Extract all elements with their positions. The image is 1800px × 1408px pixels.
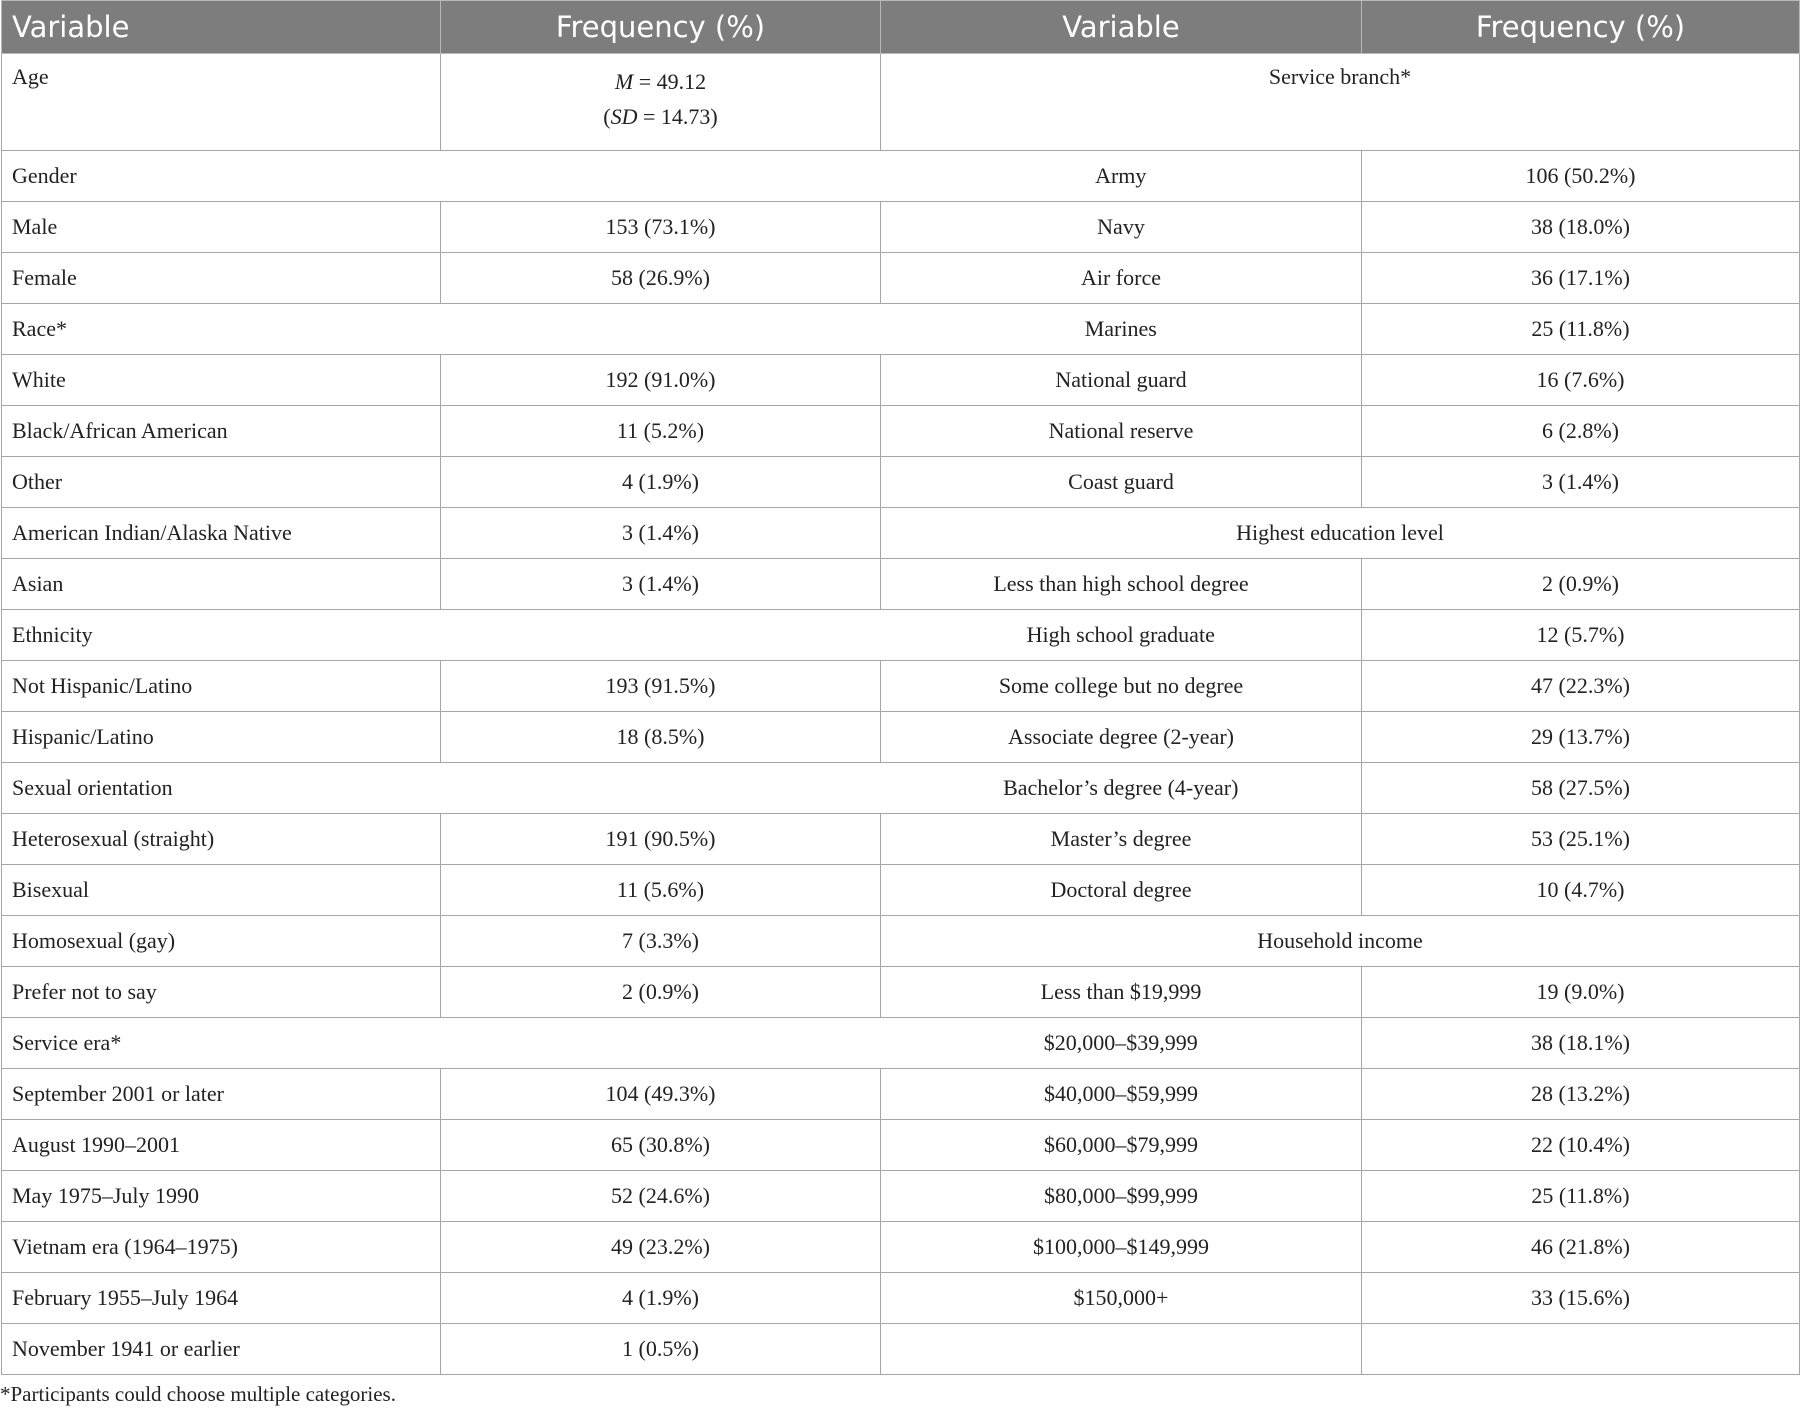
right-frequency-cell: 58 (27.5%) xyxy=(1362,763,1800,814)
header-variable-left: Variable xyxy=(2,1,441,54)
right-variable-cell: Less than $19,999 xyxy=(881,967,1362,1018)
demographics-table xyxy=(1,0,1800,1375)
table-row xyxy=(2,253,1800,304)
left-frequency-cell: 192 (91.0%) xyxy=(441,355,881,406)
left-frequency-cell xyxy=(441,1018,881,1069)
right-variable-cell: Navy xyxy=(881,202,1362,253)
table-body xyxy=(2,54,1800,1375)
left-variable-cell: November 1941 or earlier xyxy=(2,1324,441,1375)
right-frequency-cell: 33 (15.6%) xyxy=(1362,1273,1800,1324)
table-row xyxy=(2,151,1800,202)
right-variable-cell: Master’s degree xyxy=(881,814,1362,865)
age-stats xyxy=(441,54,881,151)
table-row xyxy=(2,967,1800,1018)
right-frequency-cell: 38 (18.0%) xyxy=(1362,202,1800,253)
right-frequency-cell: 3 (1.4%) xyxy=(1362,457,1800,508)
right-variable-cell: Marines xyxy=(881,304,1362,355)
right-section-heading: Household income xyxy=(881,916,1800,967)
right-frequency-cell: 16 (7.6%) xyxy=(1362,355,1800,406)
table-row xyxy=(2,54,1800,151)
left-variable-cell: Vietnam era (1964–1975) xyxy=(2,1222,441,1273)
left-frequency-cell: 4 (1.9%) xyxy=(441,1273,881,1324)
right-frequency-cell: 29 (13.7%) xyxy=(1362,712,1800,763)
right-variable-cell: Some college but no degree xyxy=(881,661,1362,712)
left-variable-cell: Heterosexual (straight) xyxy=(2,814,441,865)
table-row xyxy=(2,763,1800,814)
left-variable-cell: September 2001 or later xyxy=(2,1069,441,1120)
right-variable-cell: $40,000–$59,999 xyxy=(881,1069,1362,1120)
left-variable-cell: Ethnicity xyxy=(2,610,441,661)
right-frequency-cell: 25 (11.8%) xyxy=(1362,1171,1800,1222)
right-variable-cell xyxy=(881,1324,1362,1375)
table-row xyxy=(2,1273,1800,1324)
table-row xyxy=(2,610,1800,661)
table-row xyxy=(2,559,1800,610)
age-label: Age xyxy=(2,54,441,151)
left-frequency-cell: 2 (0.9%) xyxy=(441,967,881,1018)
right-variable-cell: Air force xyxy=(881,253,1362,304)
table-row xyxy=(2,865,1800,916)
left-frequency-cell: 49 (23.2%) xyxy=(441,1222,881,1273)
right-variable-cell: $80,000–$99,999 xyxy=(881,1171,1362,1222)
table-row xyxy=(2,916,1800,967)
left-frequency-cell: 193 (91.5%) xyxy=(441,661,881,712)
right-frequency-cell: 38 (18.1%) xyxy=(1362,1018,1800,1069)
right-variable-cell: $60,000–$79,999 xyxy=(881,1120,1362,1171)
right-variable-cell: Associate degree (2-year) xyxy=(881,712,1362,763)
table-row xyxy=(2,1120,1800,1171)
right-variable-cell: Bachelor’s degree (4-year) xyxy=(881,763,1362,814)
age-mean-value: = 49.12 xyxy=(633,69,707,94)
left-frequency-cell xyxy=(441,151,881,202)
left-frequency-cell: 104 (49.3%) xyxy=(441,1069,881,1120)
right-frequency-cell: 6 (2.8%) xyxy=(1362,406,1800,457)
table-row xyxy=(2,457,1800,508)
table-row xyxy=(2,1018,1800,1069)
table-row xyxy=(2,712,1800,763)
left-frequency-cell xyxy=(441,610,881,661)
left-variable-cell: American Indian/Alaska Native xyxy=(2,508,441,559)
left-frequency-cell: 153 (73.1%) xyxy=(441,202,881,253)
right-variable-cell: Less than high school degree xyxy=(881,559,1362,610)
left-variable-cell: Female xyxy=(2,253,441,304)
right-variable-cell: National reserve xyxy=(881,406,1362,457)
left-variable-cell: Service era* xyxy=(2,1018,441,1069)
left-variable-cell: Not Hispanic/Latino xyxy=(2,661,441,712)
table-header-row xyxy=(2,1,1800,54)
right-frequency-cell: 46 (21.8%) xyxy=(1362,1222,1800,1273)
right-variable-cell: Coast guard xyxy=(881,457,1362,508)
left-frequency-cell: 3 (1.4%) xyxy=(441,559,881,610)
right-section-heading: Highest education level xyxy=(881,508,1800,559)
table-row xyxy=(2,661,1800,712)
left-variable-cell: White xyxy=(2,355,441,406)
right-variable-cell: $20,000–$39,999 xyxy=(881,1018,1362,1069)
table-row xyxy=(2,202,1800,253)
left-frequency-cell xyxy=(441,304,881,355)
left-variable-cell: May 1975–July 1990 xyxy=(2,1171,441,1222)
right-frequency-cell: 36 (17.1%) xyxy=(1362,253,1800,304)
age-sd: (SD = 14.73) xyxy=(603,104,718,129)
right-frequency-cell: 2 (0.9%) xyxy=(1362,559,1800,610)
left-variable-cell: Male xyxy=(2,202,441,253)
left-frequency-cell: 3 (1.4%) xyxy=(441,508,881,559)
left-frequency-cell: 11 (5.2%) xyxy=(441,406,881,457)
table-row xyxy=(2,304,1800,355)
table-footnote: *Participants could choose multiple categories. xyxy=(0,1382,396,1406)
left-variable-cell: Race* xyxy=(2,304,441,355)
left-frequency-cell: 65 (30.8%) xyxy=(441,1120,881,1171)
age-sd-value: = 14.73 xyxy=(637,104,711,129)
age-mean xyxy=(451,64,870,99)
left-frequency-cell: 58 (26.9%) xyxy=(441,253,881,304)
header-variable-right: Variable xyxy=(881,1,1362,54)
right-variable-cell: $100,000–$149,999 xyxy=(881,1222,1362,1273)
left-frequency-cell: 7 (3.3%) xyxy=(441,916,881,967)
right-frequency-cell: 25 (11.8%) xyxy=(1362,304,1800,355)
age-sd-label: SD xyxy=(610,104,638,129)
left-variable-cell: Gender xyxy=(2,151,441,202)
right-frequency-cell: 28 (13.2%) xyxy=(1362,1069,1800,1120)
left-frequency-cell: 4 (1.9%) xyxy=(441,457,881,508)
right-variable-cell: Doctoral degree xyxy=(881,865,1362,916)
right-frequency-cell: 53 (25.1%) xyxy=(1362,814,1800,865)
table-row xyxy=(2,1171,1800,1222)
table-row xyxy=(2,355,1800,406)
right-variable-cell: Army xyxy=(881,151,1362,202)
left-frequency-cell: 18 (8.5%) xyxy=(441,712,881,763)
table-row xyxy=(2,406,1800,457)
right-variable-cell: National guard xyxy=(881,355,1362,406)
table-row xyxy=(2,1324,1800,1375)
left-variable-cell: Hispanic/Latino xyxy=(2,712,441,763)
header-frequency-right: Frequency (%) xyxy=(1362,1,1800,54)
left-frequency-cell: 11 (5.6%) xyxy=(441,865,881,916)
age-mean-label: M xyxy=(614,69,634,94)
left-variable-cell: Prefer not to say xyxy=(2,967,441,1018)
left-frequency-cell xyxy=(441,763,881,814)
left-variable-cell: Bisexual xyxy=(2,865,441,916)
right-variable-cell: $150,000+ xyxy=(881,1273,1362,1324)
left-frequency-cell: 191 (90.5%) xyxy=(441,814,881,865)
right-section-heading: Service branch* xyxy=(881,54,1800,151)
left-variable-cell: Black/African American xyxy=(2,406,441,457)
left-variable-cell: February 1955–July 1964 xyxy=(2,1273,441,1324)
table-row xyxy=(2,1069,1800,1120)
right-variable-cell: High school graduate xyxy=(881,610,1362,661)
right-frequency-cell xyxy=(1362,1324,1800,1375)
table-row xyxy=(2,1222,1800,1273)
left-frequency-cell: 1 (0.5%) xyxy=(441,1324,881,1375)
right-frequency-cell: 47 (22.3%) xyxy=(1362,661,1800,712)
table-row xyxy=(2,814,1800,865)
left-variable-cell: Asian xyxy=(2,559,441,610)
left-variable-cell: August 1990–2001 xyxy=(2,1120,441,1171)
left-variable-cell: Other xyxy=(2,457,441,508)
header-frequency-left: Frequency (%) xyxy=(441,1,881,54)
right-frequency-cell: 10 (4.7%) xyxy=(1362,865,1800,916)
right-frequency-cell: 12 (5.7%) xyxy=(1362,610,1800,661)
right-frequency-cell: 19 (9.0%) xyxy=(1362,967,1800,1018)
left-variable-cell: Sexual orientation xyxy=(2,763,441,814)
right-frequency-cell: 106 (50.2%) xyxy=(1362,151,1800,202)
left-frequency-cell: 52 (24.6%) xyxy=(441,1171,881,1222)
right-frequency-cell: 22 (10.4%) xyxy=(1362,1120,1800,1171)
left-variable-cell: Homosexual (gay) xyxy=(2,916,441,967)
table-row xyxy=(2,508,1800,559)
